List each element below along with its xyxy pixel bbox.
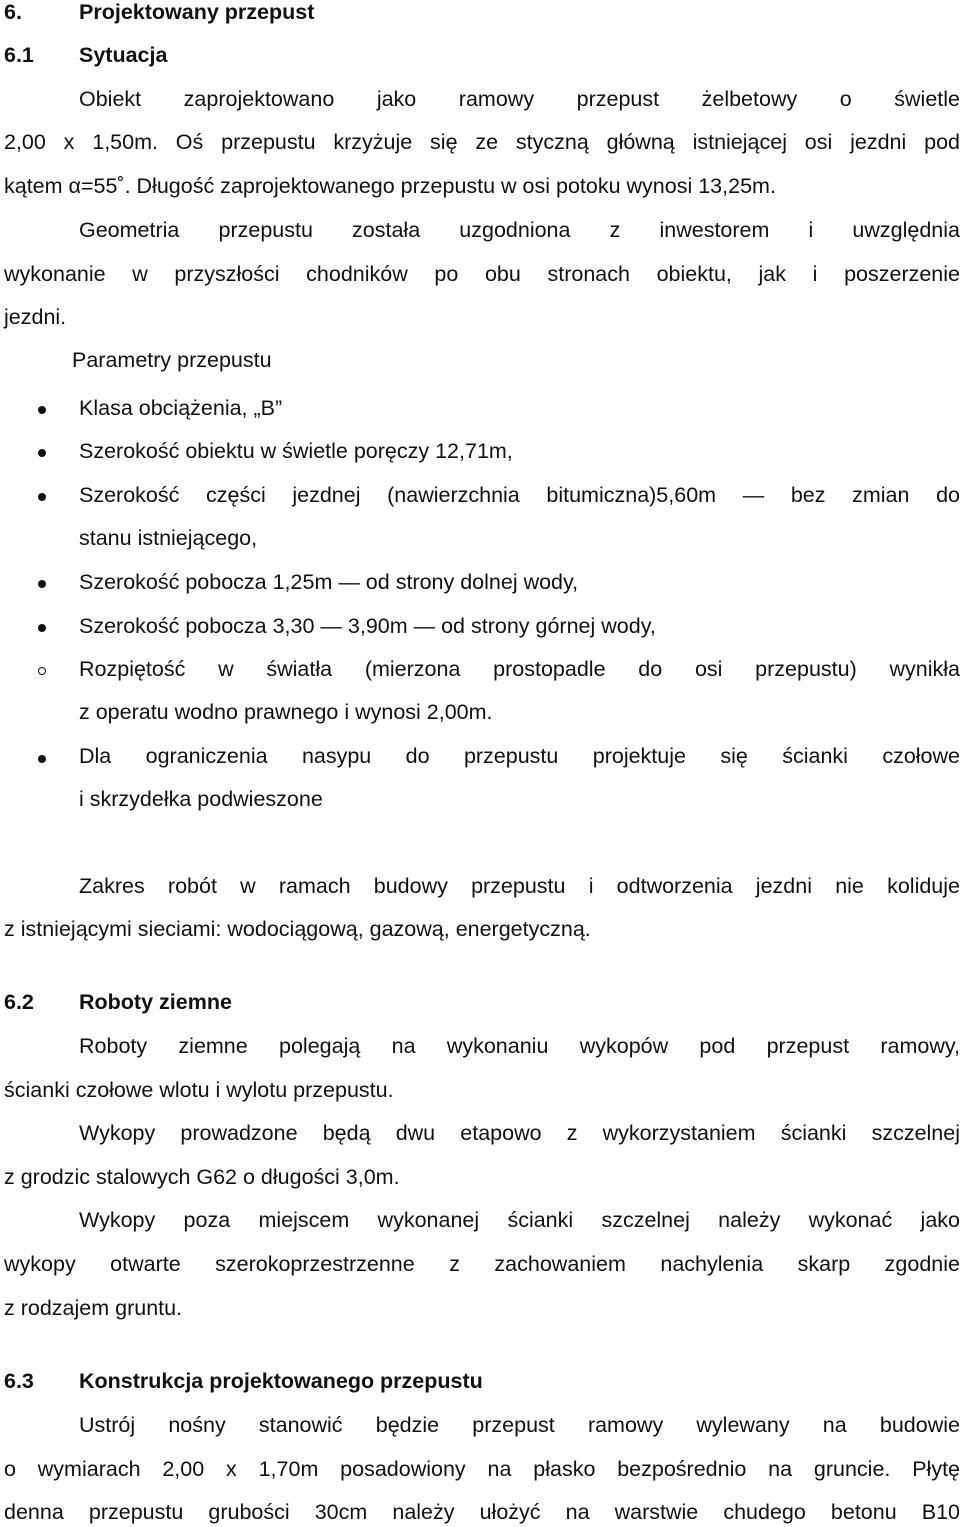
list-item: Klasa obciążenia, „B” xyxy=(79,396,283,420)
bullet-dot xyxy=(38,624,46,632)
subsection-number: 6.3 xyxy=(4,1369,34,1393)
subsection-title: Konstrukcja projektowanego przepustu xyxy=(79,1369,483,1393)
section-heading xyxy=(0,0,960,27)
list-item: Szerokość części jezdnej (nawierzchnia bitumiczna)5,60m — bez zmian do xyxy=(79,483,960,507)
paragraph-line: Obiekt zaprojektowano jako ramowy przepust żelbetowy o świetle xyxy=(79,87,960,111)
list-item: Szerokość obiektu w świetle poręczy 12,71m, xyxy=(79,439,513,463)
paragraph-line: Ustrój nośny stanowić będzie przepust ramowy wylewany na budowie xyxy=(79,1413,960,1437)
subsection-title: Roboty ziemne xyxy=(79,990,232,1014)
subsection-number: 6.1 xyxy=(4,43,34,67)
paragraph-line: Roboty ziemne polegają na wykonaniu wykopów pod przepust ramowy, xyxy=(79,1034,960,1058)
paragraph-line: wykopy otwarte szerokoprzestrzenne z zachowaniem nachylenia skarp zgodnie xyxy=(4,1252,960,1276)
parameters-title: Parametry przepustu xyxy=(72,348,272,372)
subsection-heading xyxy=(0,40,960,70)
bullet-dot xyxy=(38,406,46,414)
list-item: Szerokość pobocza 1,25m — od strony dolnej wody, xyxy=(79,570,579,594)
subsection-heading xyxy=(0,987,960,1017)
bullet-dot xyxy=(38,449,46,457)
list-item: Dla ograniczenia nasypu do przepustu projektuje się ścianki czołowe xyxy=(79,744,960,768)
paragraph-line: z grodzic stalowych G62 o długości 3,0m. xyxy=(4,1165,400,1189)
paragraph-line: 2,00 x 1,50m. Oś przepustu krzyżuje się ze styczną główną istniejącej osi jezdni pod xyxy=(4,130,960,154)
bullet-dot xyxy=(38,580,46,588)
list-item: Rozpiętość w światła (mierzona prostopadle do osi przepustu) wynikła xyxy=(79,657,960,681)
paragraph-line: jezdni. xyxy=(4,305,67,329)
bullet-dot xyxy=(38,493,46,501)
paragraph-line: kątem α=55˚. Długość zaprojektowanego przepustu w osi potoku wynosi 13,25m. xyxy=(4,174,776,198)
paragraph-line: z rodzajem gruntu. xyxy=(4,1296,183,1320)
paragraph-line: Wykopy prowadzone będą dwu etapowo z wykorzystaniem ścianki szczelnej xyxy=(79,1121,960,1145)
list-item: Szerokość pobocza 3,30 — 3,90m — od strony górnej wody, xyxy=(79,614,656,638)
paragraph-line: Wykopy poza miejscem wykonanej ścianki szczelnej należy wykonać jako xyxy=(79,1208,960,1232)
bullet-dot xyxy=(38,755,46,763)
paragraph-line: wykonanie w przyszłości chodników po obu stronach obiektu, jak i poszerzenie xyxy=(4,262,960,286)
list-item-continuation: i skrzydełka podwieszone xyxy=(79,787,323,811)
bullet-dot xyxy=(38,667,46,675)
list-item-continuation: z operatu wodno prawnego i wynosi 2,00m. xyxy=(79,700,493,724)
subsection-number: 6.2 xyxy=(4,990,34,1014)
list-item-continuation: stanu istniejącego, xyxy=(79,526,258,550)
paragraph-line: z istniejącymi sieciami: wodociągową, gazową, energetyczną. xyxy=(4,917,591,941)
section-number: 6. xyxy=(4,0,22,24)
paragraph-line: denna przepustu grubości 30cm należy ułożyć na warstwie chudego betonu B10 xyxy=(4,1500,960,1524)
subsection-title: Sytuacja xyxy=(79,43,168,67)
paragraph-line: o wymiarach 2,00 x 1,70m posadowiony na płasko bezpośrednio na gruncie. Płytę xyxy=(4,1457,960,1481)
subsection-heading xyxy=(0,1366,960,1396)
section-title: Projektowany przepust xyxy=(79,0,315,24)
paragraph-line: ścianki czołowe wlotu i wylotu przepustu. xyxy=(4,1078,394,1102)
paragraph-line: Geometria przepustu została uzgodniona z inwestorem i uwzględnia xyxy=(79,218,960,242)
paragraph-line: Zakres robót w ramach budowy przepustu i odtworzenia jezdni nie koliduje xyxy=(79,874,960,898)
